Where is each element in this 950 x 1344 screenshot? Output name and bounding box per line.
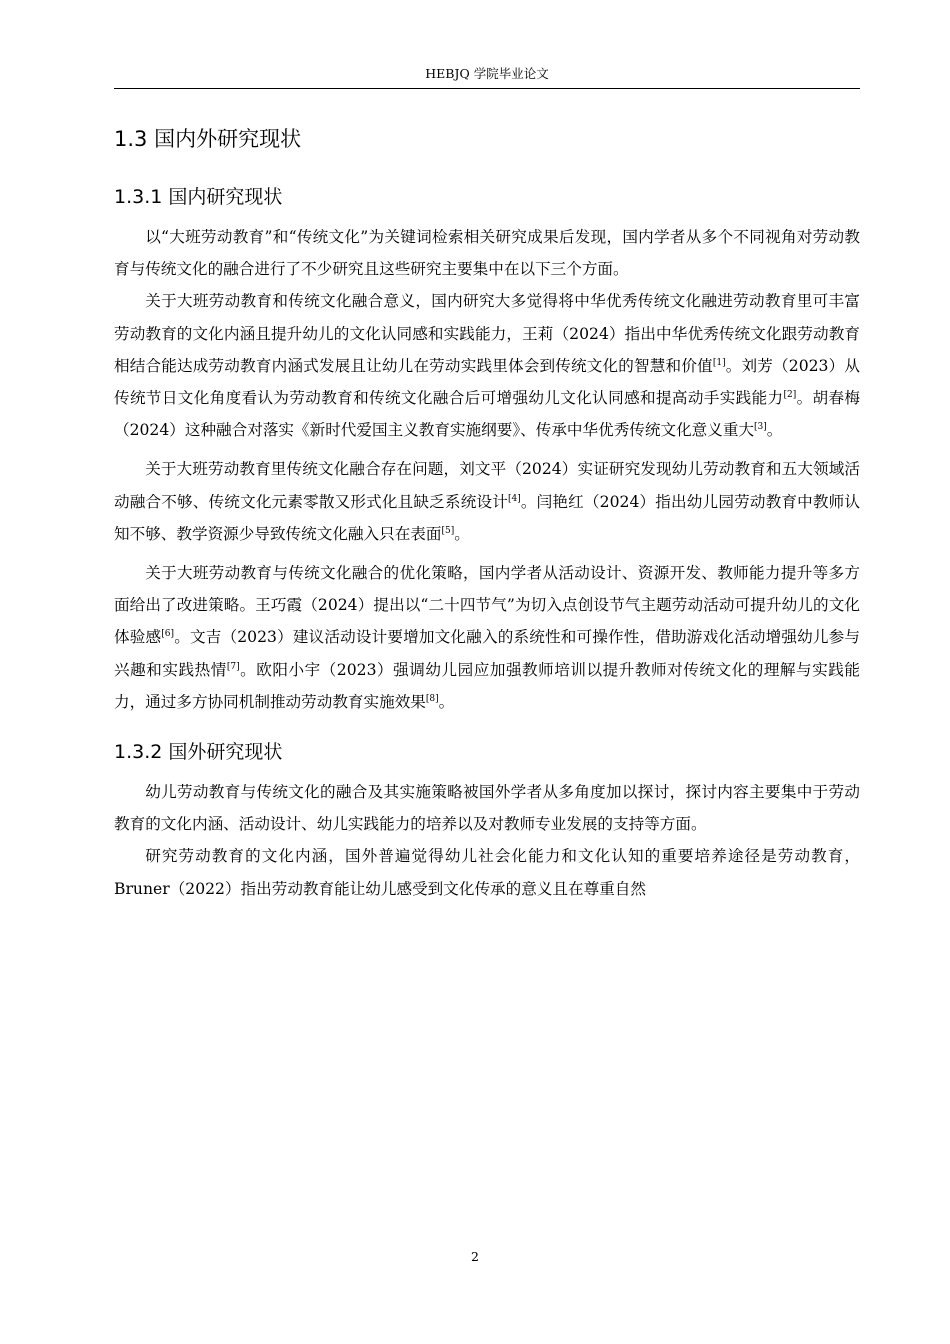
paragraph-domestic-significance <box>114 285 860 446</box>
citation-ref: [2] <box>783 389 797 400</box>
paragraph-text: 。 <box>438 692 455 711</box>
paragraph-foreign-culture: 研究劳动教育的文化内涵，国外普遍觉得幼儿社会化能力和文化认知的重要培养途径是劳动教育，Bruner（2022）指出劳动教育能让幼儿感受到文化传承的意义且在尊重自然 <box>114 847 860 898</box>
subsection-heading-domestic: 1.3.1 国内研究现状 <box>114 186 283 208</box>
citation-ref: [5] <box>441 525 455 536</box>
citation-ref: [8] <box>425 693 439 704</box>
paragraph-text: 。欧阳小宇（2023）强调幼儿园应加强教师培训以提升教师对传统文化的理解与实践能力，通过多方协同机制推动劳动教育实施效果 <box>114 660 860 711</box>
paragraph-domestic-problems <box>114 453 860 550</box>
running-header-title: HEBJQ 学院毕业论文 <box>425 66 549 81</box>
paragraph-text: 。胡春梅（2024）这种融合对落实《新时代爱国主义教育实施纲要》、传承中华优秀传统文化意义重大 <box>114 389 860 440</box>
paragraph-text: 关于大班劳动教育与传统文化融合的优化策略，国内学者从活动设计、资源开发、教师能力提升等多方面给出了改进策略。王巧霞（2024）提出以“二十四节气”为切入点创设节气主题劳动活动可提升幼儿的文化体验感 <box>114 564 860 647</box>
page-body <box>114 120 860 905</box>
paragraph-text: 关于大班劳动教育里传统文化融合存在问题，刘文平（2024）实证研究发现幼儿劳动教育和五大领域活动融合不够、传统文化元素零散又形式化且缺乏系统设计 <box>114 460 860 511</box>
paragraph-domestic-strategies <box>114 557 860 718</box>
citation-ref: [7] <box>226 661 240 672</box>
paragraph-domestic-intro: 以“大班劳动教育”和“传统文化”为关键词检索相关研究成果后发现，国内学者从多个不同视角对劳动教育与传统文化的融合进行了不少研究且这些研究主要集中在以下三个方面。 <box>114 228 860 279</box>
section-heading: 1.3 国内外研究现状 <box>114 127 302 151</box>
citation-ref: [6] <box>161 629 175 640</box>
paragraph-foreign-intro: 幼儿劳动教育与传统文化的融合及其实施策略被国外学者从多角度加以探讨，探讨内容主要集中于劳动教育的文化内涵、活动设计、幼儿实践能力的培养以及对教师专业发展的支持等方面。 <box>114 783 860 834</box>
citation-ref: [1] <box>712 357 726 368</box>
paragraph-text: 。闫艳红（2024）指出幼儿园劳动教育中教师认知不够、教学资源少导致传统文化融入只在表面 <box>114 492 860 543</box>
paragraph-text: 。 <box>766 421 783 440</box>
paragraph-text: 。刘芳（2023）从传统节日文化角度看认为劳动教育和传统文化融合后可增强幼儿文化认同感和提高动手实践能力 <box>114 356 860 408</box>
paragraph-text: 关于大班劳动教育和传统文化融合意义，国内研究大多觉得将中华优秀传统文化融进劳动教育里可丰富劳动教育的文化内涵且提升幼儿的文化认同感和实践能力，王莉（2024）指出中华优秀传统文化跟劳动教育相结合能达成劳动教育内涵式发展且让幼儿在劳动实践里体会到传统文化的智慧和价值 <box>114 292 860 375</box>
citation-ref: [4] <box>507 493 521 504</box>
subsection-heading-foreign: 1.3.2 国外研究现状 <box>114 741 283 764</box>
paragraph-text: 。 <box>454 524 470 543</box>
paragraph-text: 。文吉（2023）建议活动设计要增加文化融入的系统性和可操作性，借助游戏化活动增强幼儿参与兴趣和实践热情 <box>114 628 860 679</box>
page-number: 2 <box>471 1249 479 1264</box>
running-header <box>114 64 860 89</box>
citation-ref: [3] <box>754 422 767 433</box>
